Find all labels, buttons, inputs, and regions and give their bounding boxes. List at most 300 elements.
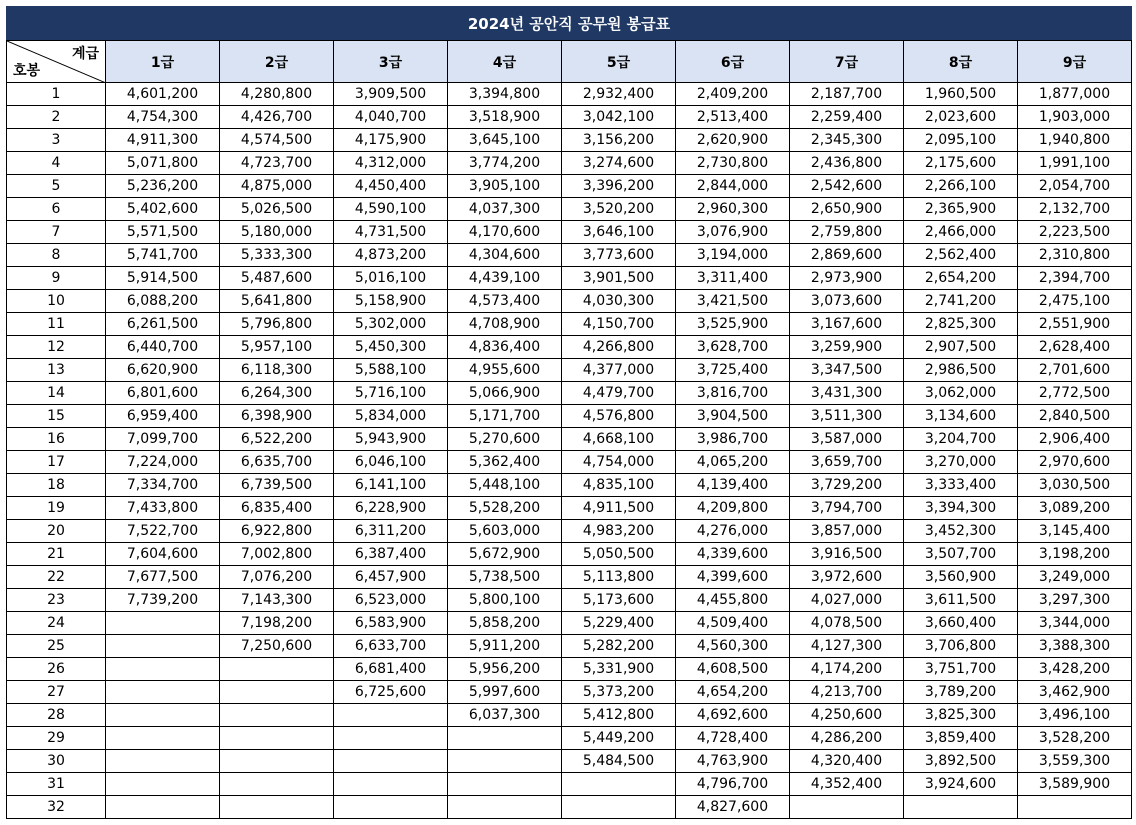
pay-cell-grade-8: 3,204,700 — [904, 428, 1018, 451]
pay-cell-grade-6: 3,525,900 — [676, 313, 790, 336]
table-row — [7, 244, 1132, 267]
step-cell: 25 — [7, 635, 106, 658]
table-row — [7, 704, 1132, 727]
table-row — [7, 175, 1132, 198]
pay-cell-grade-1 — [106, 681, 220, 704]
pay-cell-grade-4: 4,708,900 — [448, 313, 562, 336]
pay-cell-grade-3: 4,590,100 — [334, 198, 448, 221]
pay-cell-grade-4: 3,645,100 — [448, 129, 562, 152]
pay-cell-grade-8: 3,789,200 — [904, 681, 1018, 704]
pay-cell-grade-2: 6,264,300 — [220, 382, 334, 405]
pay-cell-grade-4: 5,858,200 — [448, 612, 562, 635]
pay-cell-grade-3: 4,873,200 — [334, 244, 448, 267]
pay-cell-grade-8: 2,562,400 — [904, 244, 1018, 267]
table-row — [7, 589, 1132, 612]
table-row — [7, 83, 1132, 106]
pay-cell-grade-1: 4,601,200 — [106, 83, 220, 106]
pay-cell-grade-8: 2,907,500 — [904, 336, 1018, 359]
pay-cell-grade-7: 4,078,500 — [790, 612, 904, 635]
pay-cell-grade-9: 2,772,500 — [1018, 382, 1132, 405]
pay-cell-grade-7: 3,794,700 — [790, 497, 904, 520]
pay-cell-grade-8: 3,859,400 — [904, 727, 1018, 750]
pay-cell-grade-6: 4,560,300 — [676, 635, 790, 658]
pay-cell-grade-5: 4,983,200 — [562, 520, 676, 543]
pay-cell-grade-8: 3,507,700 — [904, 543, 1018, 566]
pay-cell-grade-3: 4,731,500 — [334, 221, 448, 244]
pay-cell-grade-6: 4,509,400 — [676, 612, 790, 635]
table-row — [7, 474, 1132, 497]
pay-cell-grade-4 — [448, 796, 562, 819]
pay-cell-grade-3: 3,909,500 — [334, 83, 448, 106]
pay-cell-grade-3: 6,633,700 — [334, 635, 448, 658]
pay-cell-grade-6: 2,960,300 — [676, 198, 790, 221]
pay-cell-grade-1: 4,911,300 — [106, 129, 220, 152]
pay-cell-grade-8: 2,266,100 — [904, 175, 1018, 198]
pay-cell-grade-7: 3,587,000 — [790, 428, 904, 451]
pay-cell-grade-5: 4,150,700 — [562, 313, 676, 336]
pay-cell-grade-8: 2,654,200 — [904, 267, 1018, 290]
pay-cell-grade-9: 3,528,200 — [1018, 727, 1132, 750]
pay-cell-grade-4: 4,037,300 — [448, 198, 562, 221]
step-cell: 32 — [7, 796, 106, 819]
table-row — [7, 451, 1132, 474]
pay-cell-grade-1: 7,604,600 — [106, 543, 220, 566]
pay-cell-grade-7: 3,916,500 — [790, 543, 904, 566]
pay-cell-grade-3: 6,387,400 — [334, 543, 448, 566]
pay-cell-grade-4: 3,905,100 — [448, 175, 562, 198]
pay-cell-grade-2: 6,835,400 — [220, 497, 334, 520]
pay-cell-grade-3: 5,016,100 — [334, 267, 448, 290]
pay-cell-grade-7: 3,167,600 — [790, 313, 904, 336]
pay-cell-grade-4: 5,738,500 — [448, 566, 562, 589]
pay-cell-grade-9: 3,559,300 — [1018, 750, 1132, 773]
pay-cell-grade-5: 5,484,500 — [562, 750, 676, 773]
pay-cell-grade-6: 2,730,800 — [676, 152, 790, 175]
pay-cell-grade-4: 4,836,400 — [448, 336, 562, 359]
pay-cell-grade-4: 4,573,400 — [448, 290, 562, 313]
pay-cell-grade-1: 7,224,000 — [106, 451, 220, 474]
pay-cell-grade-5: 2,932,400 — [562, 83, 676, 106]
pay-cell-grade-8: 3,452,300 — [904, 520, 1018, 543]
pay-cell-grade-9: 1,991,100 — [1018, 152, 1132, 175]
pay-cell-grade-4: 5,066,900 — [448, 382, 562, 405]
pay-cell-grade-2: 5,796,800 — [220, 313, 334, 336]
pay-cell-grade-6: 3,076,900 — [676, 221, 790, 244]
pay-cell-grade-3: 6,141,100 — [334, 474, 448, 497]
pay-cell-grade-5: 3,042,100 — [562, 106, 676, 129]
pay-cell-grade-8: 3,134,600 — [904, 405, 1018, 428]
pay-cell-grade-9: 2,551,900 — [1018, 313, 1132, 336]
pay-cell-grade-4: 5,362,400 — [448, 451, 562, 474]
pay-cell-grade-7: 3,511,300 — [790, 405, 904, 428]
step-cell: 27 — [7, 681, 106, 704]
table-row — [7, 267, 1132, 290]
pay-cell-grade-5: 3,274,600 — [562, 152, 676, 175]
pay-cell-grade-2: 5,641,800 — [220, 290, 334, 313]
pay-cell-grade-9: 3,030,500 — [1018, 474, 1132, 497]
pay-cell-grade-2: 4,426,700 — [220, 106, 334, 129]
step-cell: 4 — [7, 152, 106, 175]
pay-cell-grade-5 — [562, 773, 676, 796]
pay-cell-grade-8: 3,892,500 — [904, 750, 1018, 773]
pay-cell-grade-6: 2,513,400 — [676, 106, 790, 129]
step-cell: 30 — [7, 750, 106, 773]
step-axis-label: 호봉 — [13, 63, 41, 79]
pay-cell-grade-2: 5,487,600 — [220, 267, 334, 290]
pay-cell-grade-5: 5,449,200 — [562, 727, 676, 750]
pay-cell-grade-8: 3,333,400 — [904, 474, 1018, 497]
table-row — [7, 359, 1132, 382]
pay-cell-grade-3 — [334, 750, 448, 773]
pay-cell-grade-2: 5,180,000 — [220, 221, 334, 244]
pay-cell-grade-6: 4,654,200 — [676, 681, 790, 704]
pay-cell-grade-9: 3,388,300 — [1018, 635, 1132, 658]
pay-cell-grade-7: 3,347,500 — [790, 359, 904, 382]
pay-cell-grade-7: 4,250,600 — [790, 704, 904, 727]
grade-header-3: 3급 — [334, 41, 448, 83]
pay-cell-grade-5: 5,229,400 — [562, 612, 676, 635]
pay-cell-grade-7: 4,027,000 — [790, 589, 904, 612]
pay-cell-grade-5: 3,396,200 — [562, 175, 676, 198]
pay-cell-grade-5: 3,156,200 — [562, 129, 676, 152]
table-row — [7, 658, 1132, 681]
pay-cell-grade-6: 4,209,800 — [676, 497, 790, 520]
grade-header-1: 1급 — [106, 41, 220, 83]
table-row — [7, 612, 1132, 635]
table-row — [7, 198, 1132, 221]
pay-cell-grade-9: 2,970,600 — [1018, 451, 1132, 474]
pay-cell-grade-2 — [220, 681, 334, 704]
pay-cell-grade-1: 6,440,700 — [106, 336, 220, 359]
pay-cell-grade-5: 4,754,000 — [562, 451, 676, 474]
pay-cell-grade-6: 3,421,500 — [676, 290, 790, 313]
pay-cell-grade-8: 2,986,500 — [904, 359, 1018, 382]
pay-cell-grade-3: 5,943,900 — [334, 428, 448, 451]
pay-cell-grade-1: 7,739,200 — [106, 589, 220, 612]
pay-cell-grade-4 — [448, 773, 562, 796]
pay-cell-grade-2 — [220, 750, 334, 773]
pay-cell-grade-8: 1,960,500 — [904, 83, 1018, 106]
pay-cell-grade-5: 3,520,200 — [562, 198, 676, 221]
pay-cell-grade-5: 3,901,500 — [562, 267, 676, 290]
pay-cell-grade-4: 5,672,900 — [448, 543, 562, 566]
pay-cell-grade-4: 4,170,600 — [448, 221, 562, 244]
grade-header-5: 5급 — [562, 41, 676, 83]
pay-cell-grade-7: 4,286,200 — [790, 727, 904, 750]
pay-cell-grade-8: 3,062,000 — [904, 382, 1018, 405]
step-cell: 22 — [7, 566, 106, 589]
pay-cell-grade-9: 2,701,600 — [1018, 359, 1132, 382]
pay-cell-grade-8: 2,023,600 — [904, 106, 1018, 129]
pay-cell-grade-8 — [904, 796, 1018, 819]
step-cell: 28 — [7, 704, 106, 727]
pay-cell-grade-4: 5,800,100 — [448, 589, 562, 612]
pay-cell-grade-5 — [562, 796, 676, 819]
pay-cell-grade-9: 2,628,400 — [1018, 336, 1132, 359]
pay-cell-grade-9: 2,310,800 — [1018, 244, 1132, 267]
pay-cell-grade-4: 5,956,200 — [448, 658, 562, 681]
step-cell: 14 — [7, 382, 106, 405]
pay-cell-grade-8: 3,560,900 — [904, 566, 1018, 589]
pay-cell-grade-1: 4,754,300 — [106, 106, 220, 129]
pay-cell-grade-4: 4,439,100 — [448, 267, 562, 290]
step-cell: 23 — [7, 589, 106, 612]
pay-cell-grade-1: 6,620,900 — [106, 359, 220, 382]
pay-cell-grade-8: 3,611,500 — [904, 589, 1018, 612]
pay-cell-grade-1 — [106, 727, 220, 750]
pay-cell-grade-4: 3,518,900 — [448, 106, 562, 129]
pay-cell-grade-6: 3,725,400 — [676, 359, 790, 382]
pay-cell-grade-7: 4,213,700 — [790, 681, 904, 704]
pay-cell-grade-3: 4,040,700 — [334, 106, 448, 129]
pay-cell-grade-5: 3,773,600 — [562, 244, 676, 267]
pay-cell-grade-1: 5,741,700 — [106, 244, 220, 267]
pay-cell-grade-8: 2,741,200 — [904, 290, 1018, 313]
pay-cell-grade-9: 3,428,200 — [1018, 658, 1132, 681]
table-row — [7, 221, 1132, 244]
pay-cell-grade-6: 4,139,400 — [676, 474, 790, 497]
pay-cell-grade-4: 5,911,200 — [448, 635, 562, 658]
pay-cell-grade-7: 2,542,600 — [790, 175, 904, 198]
pay-cell-grade-5: 5,050,500 — [562, 543, 676, 566]
step-cell: 19 — [7, 497, 106, 520]
pay-cell-grade-7: 3,073,600 — [790, 290, 904, 313]
pay-cell-grade-1: 5,236,200 — [106, 175, 220, 198]
pay-cell-grade-1 — [106, 635, 220, 658]
pay-cell-grade-6: 4,276,000 — [676, 520, 790, 543]
table-row — [7, 106, 1132, 129]
pay-cell-grade-5: 3,646,100 — [562, 221, 676, 244]
pay-cell-grade-5: 4,835,100 — [562, 474, 676, 497]
pay-cell-grade-1: 6,801,600 — [106, 382, 220, 405]
step-cell: 20 — [7, 520, 106, 543]
pay-cell-grade-2: 6,118,300 — [220, 359, 334, 382]
pay-cell-grade-7: 2,436,800 — [790, 152, 904, 175]
pay-cell-grade-4: 5,603,000 — [448, 520, 562, 543]
pay-cell-grade-7: 2,759,800 — [790, 221, 904, 244]
step-cell: 1 — [7, 83, 106, 106]
pay-cell-grade-6: 4,455,800 — [676, 589, 790, 612]
grade-header-9: 9급 — [1018, 41, 1132, 83]
pay-cell-grade-4: 5,528,200 — [448, 497, 562, 520]
step-cell: 29 — [7, 727, 106, 750]
pay-cell-grade-2: 6,922,800 — [220, 520, 334, 543]
pay-cell-grade-4: 5,997,600 — [448, 681, 562, 704]
pay-cell-grade-6: 4,728,400 — [676, 727, 790, 750]
pay-cell-grade-2 — [220, 796, 334, 819]
step-cell: 31 — [7, 773, 106, 796]
pay-cell-grade-6: 3,194,000 — [676, 244, 790, 267]
pay-cell-grade-6: 4,608,500 — [676, 658, 790, 681]
grade-header-7: 7급 — [790, 41, 904, 83]
pay-cell-grade-9: 1,940,800 — [1018, 129, 1132, 152]
pay-cell-grade-9: 1,877,000 — [1018, 83, 1132, 106]
pay-cell-grade-8: 3,270,000 — [904, 451, 1018, 474]
pay-cell-grade-3: 6,311,200 — [334, 520, 448, 543]
pay-cell-grade-9: 3,496,100 — [1018, 704, 1132, 727]
step-cell: 7 — [7, 221, 106, 244]
pay-cell-grade-3: 4,175,900 — [334, 129, 448, 152]
salary-table-container — [6, 6, 1132, 819]
pay-cell-grade-9: 2,475,100 — [1018, 290, 1132, 313]
pay-cell-grade-7: 2,187,700 — [790, 83, 904, 106]
pay-cell-grade-1: 7,677,500 — [106, 566, 220, 589]
table-row — [7, 727, 1132, 750]
pay-cell-grade-7: 4,320,400 — [790, 750, 904, 773]
step-cell: 21 — [7, 543, 106, 566]
pay-cell-grade-4 — [448, 727, 562, 750]
pay-cell-grade-7: 4,127,300 — [790, 635, 904, 658]
pay-cell-grade-8: 3,706,800 — [904, 635, 1018, 658]
pay-cell-grade-9: 3,589,900 — [1018, 773, 1132, 796]
pay-cell-grade-2: 7,076,200 — [220, 566, 334, 589]
table-row — [7, 497, 1132, 520]
table-row — [7, 750, 1132, 773]
pay-cell-grade-1: 6,959,400 — [106, 405, 220, 428]
table-body — [7, 83, 1132, 819]
pay-cell-grade-9: 3,297,300 — [1018, 589, 1132, 612]
grade-header-2: 2급 — [220, 41, 334, 83]
pay-cell-grade-3 — [334, 704, 448, 727]
step-cell: 5 — [7, 175, 106, 198]
table-row — [7, 152, 1132, 175]
pay-cell-grade-5: 4,377,000 — [562, 359, 676, 382]
step-cell: 12 — [7, 336, 106, 359]
pay-cell-grade-1: 5,914,500 — [106, 267, 220, 290]
pay-cell-grade-6: 3,311,400 — [676, 267, 790, 290]
pay-cell-grade-2: 4,574,500 — [220, 129, 334, 152]
pay-cell-grade-4: 5,448,100 — [448, 474, 562, 497]
pay-cell-grade-3 — [334, 727, 448, 750]
pay-cell-grade-3: 5,834,000 — [334, 405, 448, 428]
pay-cell-grade-3: 6,523,000 — [334, 589, 448, 612]
pay-cell-grade-1 — [106, 612, 220, 635]
pay-cell-grade-7: 4,174,200 — [790, 658, 904, 681]
step-cell: 11 — [7, 313, 106, 336]
pay-cell-grade-4: 4,304,600 — [448, 244, 562, 267]
pay-cell-grade-6: 4,399,600 — [676, 566, 790, 589]
pay-cell-grade-4: 5,270,600 — [448, 428, 562, 451]
pay-cell-grade-9 — [1018, 796, 1132, 819]
pay-cell-grade-1: 7,099,700 — [106, 428, 220, 451]
pay-cell-grade-6: 3,816,700 — [676, 382, 790, 405]
pay-cell-grade-6: 3,628,700 — [676, 336, 790, 359]
pay-cell-grade-1: 7,334,700 — [106, 474, 220, 497]
pay-cell-grade-9: 3,198,200 — [1018, 543, 1132, 566]
step-cell: 3 — [7, 129, 106, 152]
pay-cell-grade-6: 4,796,700 — [676, 773, 790, 796]
pay-cell-grade-6: 2,620,900 — [676, 129, 790, 152]
grade-header-4: 4급 — [448, 41, 562, 83]
pay-cell-grade-1: 7,433,800 — [106, 497, 220, 520]
pay-cell-grade-5: 5,282,200 — [562, 635, 676, 658]
pay-cell-grade-6: 4,827,600 — [676, 796, 790, 819]
table-row — [7, 290, 1132, 313]
pay-cell-grade-6: 3,904,500 — [676, 405, 790, 428]
pay-cell-grade-5: 4,668,100 — [562, 428, 676, 451]
pay-cell-grade-8: 2,365,900 — [904, 198, 1018, 221]
pay-cell-grade-7: 3,729,200 — [790, 474, 904, 497]
pay-cell-grade-9: 2,054,700 — [1018, 175, 1132, 198]
pay-cell-grade-3 — [334, 773, 448, 796]
pay-cell-grade-9: 2,906,400 — [1018, 428, 1132, 451]
pay-cell-grade-7: 3,972,600 — [790, 566, 904, 589]
pay-cell-grade-5: 4,030,300 — [562, 290, 676, 313]
pay-cell-grade-2: 5,333,300 — [220, 244, 334, 267]
step-cell: 16 — [7, 428, 106, 451]
pay-cell-grade-5: 4,911,500 — [562, 497, 676, 520]
pay-cell-grade-9: 2,840,500 — [1018, 405, 1132, 428]
pay-cell-grade-6: 4,692,600 — [676, 704, 790, 727]
table-row — [7, 796, 1132, 819]
table-row — [7, 129, 1132, 152]
pay-cell-grade-8: 2,175,600 — [904, 152, 1018, 175]
pay-cell-grade-2 — [220, 727, 334, 750]
pay-cell-grade-5: 4,266,800 — [562, 336, 676, 359]
pay-cell-grade-4: 6,037,300 — [448, 704, 562, 727]
pay-cell-grade-2: 4,280,800 — [220, 83, 334, 106]
pay-cell-grade-6: 4,339,600 — [676, 543, 790, 566]
table-row — [7, 405, 1132, 428]
table-row — [7, 543, 1132, 566]
pay-cell-grade-7: 2,345,300 — [790, 129, 904, 152]
pay-cell-grade-9: 3,145,400 — [1018, 520, 1132, 543]
pay-cell-grade-2: 5,026,500 — [220, 198, 334, 221]
pay-cell-grade-2: 4,875,000 — [220, 175, 334, 198]
pay-cell-grade-8: 2,825,300 — [904, 313, 1018, 336]
pay-cell-grade-3: 5,302,000 — [334, 313, 448, 336]
pay-cell-grade-2: 6,522,200 — [220, 428, 334, 451]
table-title: 2024년 공안직 공무원 봉급표 — [6, 6, 1132, 40]
step-cell: 24 — [7, 612, 106, 635]
step-cell: 18 — [7, 474, 106, 497]
pay-cell-grade-3: 6,681,400 — [334, 658, 448, 681]
pay-cell-grade-3: 4,312,000 — [334, 152, 448, 175]
pay-cell-grade-9: 2,132,700 — [1018, 198, 1132, 221]
pay-cell-grade-2: 5,957,100 — [220, 336, 334, 359]
pay-cell-grade-8: 3,924,600 — [904, 773, 1018, 796]
pay-cell-grade-6: 4,763,900 — [676, 750, 790, 773]
pay-cell-grade-5: 5,373,200 — [562, 681, 676, 704]
pay-cell-grade-1 — [106, 750, 220, 773]
pay-cell-grade-7: 3,259,900 — [790, 336, 904, 359]
grade-header-6: 6급 — [676, 41, 790, 83]
pay-cell-grade-7: 3,659,700 — [790, 451, 904, 474]
pay-cell-grade-6: 2,844,000 — [676, 175, 790, 198]
pay-cell-grade-8: 2,095,100 — [904, 129, 1018, 152]
pay-cell-grade-4: 4,955,600 — [448, 359, 562, 382]
pay-cell-grade-2: 7,002,800 — [220, 543, 334, 566]
pay-cell-grade-2: 6,635,700 — [220, 451, 334, 474]
pay-cell-grade-3: 6,228,900 — [334, 497, 448, 520]
pay-cell-grade-3: 5,450,300 — [334, 336, 448, 359]
pay-cell-grade-1 — [106, 796, 220, 819]
pay-cell-grade-5: 5,173,600 — [562, 589, 676, 612]
header-row — [7, 41, 1132, 83]
table-row — [7, 428, 1132, 451]
pay-cell-grade-4 — [448, 750, 562, 773]
pay-cell-grade-5: 4,479,700 — [562, 382, 676, 405]
step-cell: 2 — [7, 106, 106, 129]
step-cell: 26 — [7, 658, 106, 681]
step-cell: 10 — [7, 290, 106, 313]
pay-cell-grade-1: 6,261,500 — [106, 313, 220, 336]
pay-cell-grade-2 — [220, 704, 334, 727]
pay-cell-grade-1: 5,402,600 — [106, 198, 220, 221]
table-row — [7, 566, 1132, 589]
pay-cell-grade-7: 2,259,400 — [790, 106, 904, 129]
pay-cell-grade-8: 3,751,700 — [904, 658, 1018, 681]
